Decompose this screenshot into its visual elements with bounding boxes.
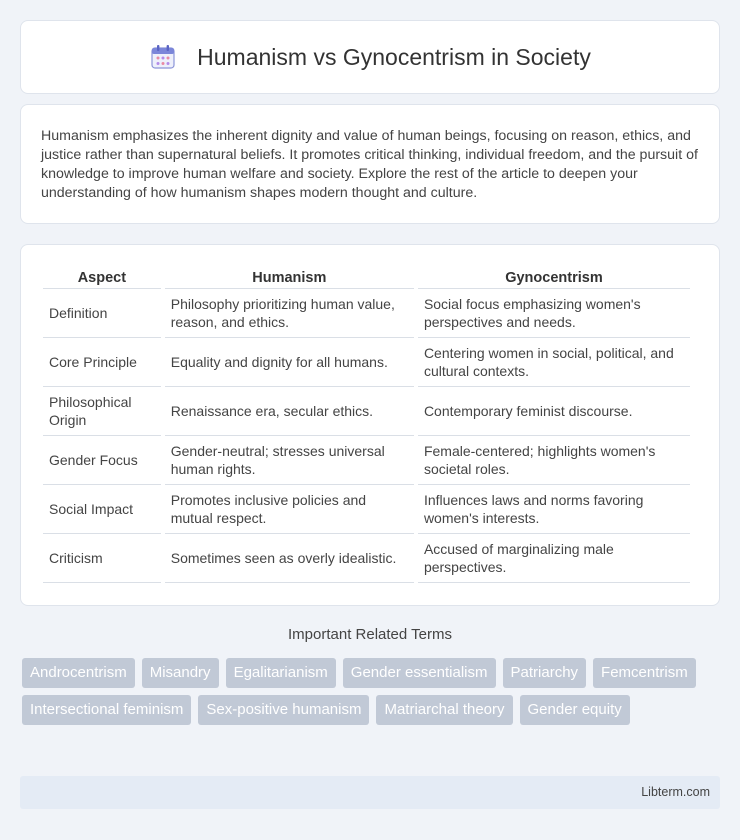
cell-gynocentrism: Accused of marginalizing male perspectives. <box>418 534 690 583</box>
cell-gynocentrism: Influences laws and norms favoring women's interests. <box>418 485 690 534</box>
header-aspect: Aspect <box>43 267 161 289</box>
tag-egalitarianism[interactable]: Egalitarianism <box>226 658 336 688</box>
cell-aspect: Social Impact <box>43 485 161 534</box>
tag-intersectional-feminism[interactable]: Intersectional feminism <box>22 695 191 725</box>
intro-paragraph: Humanism emphasizes the inherent dignity and value of human beings, focusing on reason, ethics, and justice rather than supernatural beliefs. It promotes critical thinking, individual freedom, and the pursuit of knowledge to improve human welfare and society. Explore the rest of the article to deepen your understanding of how humanism shapes modern thought and culture. <box>41 128 698 201</box>
tag-matriarchal-theory[interactable]: Matriarchal theory <box>376 695 512 725</box>
cell-humanism: Equality and dignity for all humans. <box>165 338 414 387</box>
footer <box>20 776 720 809</box>
table-header-row <box>43 267 690 289</box>
cell-humanism: Renaissance era, secular ethics. <box>165 387 414 436</box>
tag-misandry[interactable]: Misandry <box>142 658 219 688</box>
cell-aspect: Core Principle <box>43 338 161 387</box>
header-humanism: Humanism <box>165 267 414 289</box>
cell-humanism: Gender-neutral; stresses universal human rights. <box>165 436 414 485</box>
comparison-table <box>39 267 694 583</box>
related-terms-list <box>22 658 722 732</box>
table-row <box>43 534 690 583</box>
footer-site-link[interactable]: Libterm.com <box>641 785 710 799</box>
cell-humanism: Philosophy prioritizing human value, reason, and ethics. <box>165 289 414 338</box>
tag-gender-essentialism[interactable]: Gender essentialism <box>343 658 496 688</box>
cell-humanism: Sometimes seen as overly idealistic. <box>165 534 414 583</box>
table-row <box>43 338 690 387</box>
header-card <box>20 20 720 94</box>
cell-aspect: Definition <box>43 289 161 338</box>
table-row <box>43 485 690 534</box>
cell-gynocentrism: Contemporary feminist discourse. <box>418 387 690 436</box>
cell-humanism: Promotes inclusive policies and mutual respect. <box>165 485 414 534</box>
header-gynocentrism: Gynocentrism <box>418 267 690 289</box>
table-row <box>43 289 690 338</box>
page-title: Humanism vs Gynocentrism in Society <box>197 43 591 70</box>
table-row <box>43 436 690 485</box>
table-row <box>43 387 690 436</box>
cell-aspect: Gender Focus <box>43 436 161 485</box>
tag-patriarchy[interactable]: Patriarchy <box>503 658 587 688</box>
tag-sex-positive-humanism[interactable]: Sex-positive humanism <box>198 695 369 725</box>
tag-gender-equity[interactable]: Gender equity <box>520 695 630 725</box>
intro-card <box>20 104 720 224</box>
calendar-icon <box>149 43 177 71</box>
cell-gynocentrism: Female-centered; highlights women's societal roles. <box>418 436 690 485</box>
tag-femcentrism[interactable]: Femcentrism <box>593 658 696 688</box>
comparison-card <box>20 244 720 606</box>
cell-gynocentrism: Social focus emphasizing women's perspectives and needs. <box>418 289 690 338</box>
cell-aspect: Criticism <box>43 534 161 583</box>
related-terms-title: Important Related Terms <box>288 626 452 643</box>
cell-aspect: Philosophical Origin <box>43 387 161 436</box>
cell-gynocentrism: Centering women in social, political, and cultural contexts. <box>418 338 690 387</box>
tag-androcentrism[interactable]: Androcentrism <box>22 658 135 688</box>
